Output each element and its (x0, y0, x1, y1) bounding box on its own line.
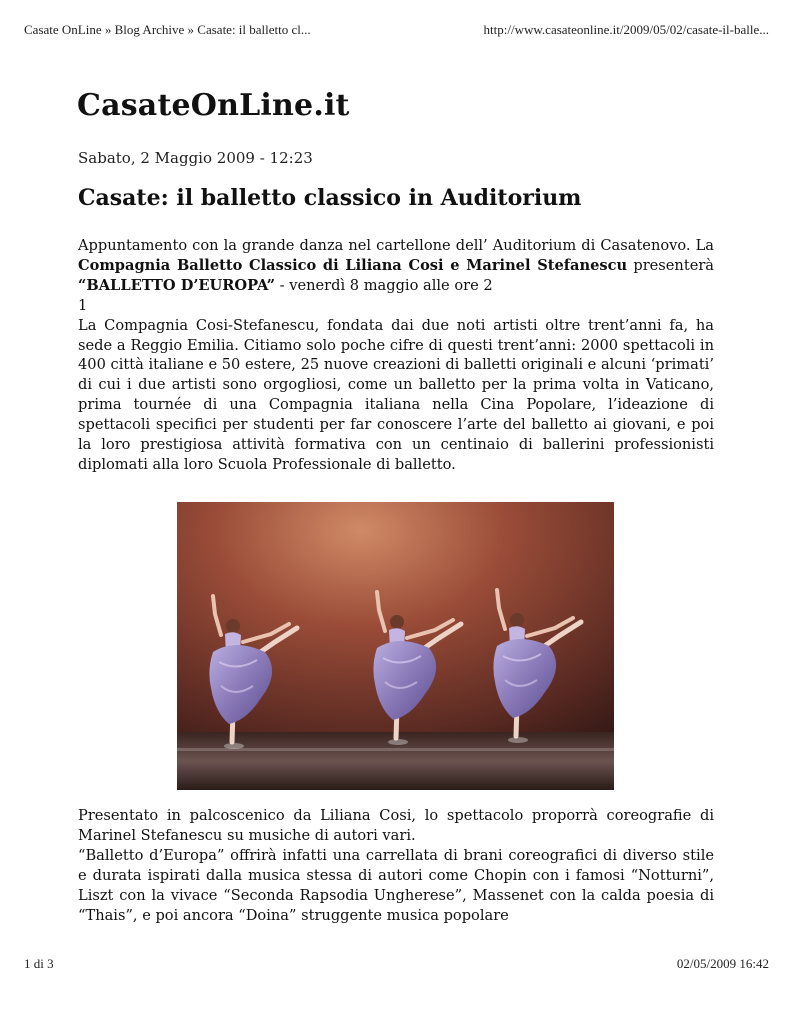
article-body-top (78, 236, 714, 475)
intro-text-3: - venerdì 8 maggio alle ore 2 (275, 276, 493, 294)
print-footer-timestamp: 02/05/2009 16:42 (676, 956, 769, 971)
article-paragraph-intro (78, 236, 714, 316)
company-name: Compagnia Balletto Classico di Liliana Cosi e Marinel Stefanescu (78, 256, 628, 274)
show-title: “BALLETTO D’EUROPA” (78, 276, 276, 294)
intro-text-2: presenterà (627, 256, 715, 274)
article-paragraph-company: La Compagnia Cosi-Stefanescu, fondata dai due noti artisti oltre trent’anni fa, ha sede a Reggio Emilia. Citiamo solo poche cifre di questi trent’anni: 2000 spettacoli in 400 città italiane e 50 estere, 25 nuove creazioni di balletti originali e alcuni ‘primati’ di cui i due artisti sono orgogliosi, come un balletto per la prima volta in Vaticano, prima tournée di una Compagnia italiana nella Cina Popolare, l’ideazione di spettacoli specifici per studenti per far conoscere l’arte del balletto ai giovani, e poi la loro prestigiosa attività formativa con un centinaio di ballerini professionisti diplomati alla loro Scuola Professionale di balletto. (78, 316, 714, 473)
post-date: Sabato, 2 Maggio 2009 - 12:23 (78, 149, 313, 167)
article-body-bottom (78, 806, 714, 925)
article-paragraph-presentation: Presentato in palcoscenico da Liliana Cosi, lo spettacolo proporrà coreografie di Marinel Stefanescu su musiche di autori vari. (78, 807, 714, 844)
print-header-url: http://www.casateonline.it/2009/05/02/casate-il-balle... (483, 22, 769, 37)
print-header-title: Casate OnLine » Blog Archive » Casate: il balletto cl... (24, 22, 311, 37)
post-title[interactable]: Casate: il balletto classico in Auditorium (78, 185, 582, 211)
print-footer-page: 1 di 3 (24, 956, 54, 971)
site-title[interactable]: CasateOnLine.it (77, 88, 350, 123)
article-paragraph-program: “Balletto d’Europa” offrirà infatti una carrellata di brani coreografici di diverso stile e durata ispirati dalla musica stessa di autori come Chopin con i famosi “Notturni”, Liszt con la vivace “Seconda Rapsodia Ungherese”, Massenet con la calda poesia di “Thais”, e poi ancora “Doina” struggente musica popolare (78, 846, 714, 924)
intro-text-1: Appuntamento con la grande danza nel cartellone dell’ Auditorium di Casatenovo. La (78, 237, 714, 254)
intro-text-4: 1 (78, 296, 88, 314)
ballet-photo (177, 502, 614, 790)
